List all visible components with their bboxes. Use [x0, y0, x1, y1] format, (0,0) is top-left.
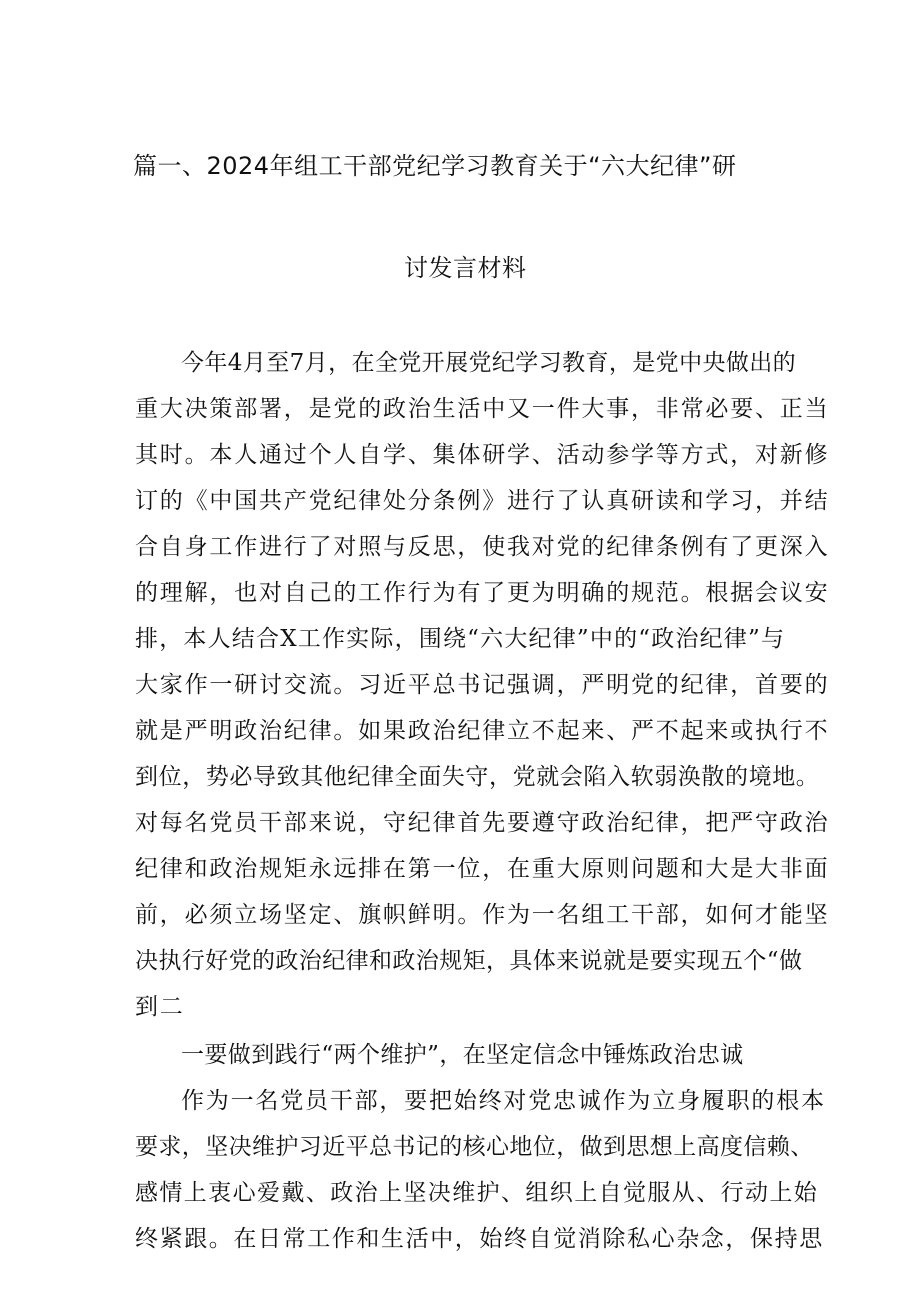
paragraph-line: 感情上衷心爱戴、政治上坚决维护、组织上自觉服从、行动上始	[135, 1180, 819, 1206]
paragraph-line: 合自身工作进行了对照与反思，使我对党的纪律条例有了更深入	[135, 534, 830, 560]
section-heading: 一要做到践行“两个维护”，在坚定信念中锤炼政治忠诚	[181, 1042, 744, 1068]
paragraph-line: 作为一名党员干部，要把始终对党忠诚作为立身履职的根本	[181, 1088, 826, 1114]
paragraph-line: 对每名党员干部来说，守纪律首先要遵守政治纪律，把严守政治	[135, 810, 830, 836]
paragraph-line: 其时。本人通过个人自学、集体研学、活动参学等方式，对新修	[135, 442, 830, 468]
paragraph-line: 纪律和政治规矩永远排在第一位，在重大原则问题和大是大非面	[135, 856, 830, 882]
paragraph-line: 重大决策部署，是党的政治生活中又一件大事，非常必要、正当	[135, 396, 830, 422]
document-title-line-2: 讨发言材料	[404, 254, 527, 282]
paragraph-line: 的理解，也对自己的工作行为有了更为明确的规范。根据会议安	[135, 580, 830, 606]
paragraph-line: 要求，坚决维护习近平总书记的核心地位，做到思想上高度信赖、	[135, 1134, 814, 1160]
paragraph-line: 排，本人结合X工作实际，围绕“六大纪律”中的“政治纪律”与	[135, 626, 786, 652]
document-title-line-1: 篇一、2024年组工干部党纪学习教育关于“六大纪律”研	[133, 152, 737, 180]
paragraph-line: 大家作一研讨交流。习近平总书记强调，严明党的纪律，首要的	[135, 672, 830, 698]
paragraph-line: 终紧跟。在日常工作和生活中，始终自觉消除私心杂念，保持思	[135, 1226, 824, 1252]
paragraph-line: 订的《中国共产党纪律处分条例》进行了认真研读和学习，并结	[135, 488, 830, 514]
paragraph-line: 就是严明政治纪律。如果政治纪律立不起来、严不起来或执行不	[135, 718, 830, 744]
paragraph-line: 今年4月至7月，在全党开展党纪学习教育，是党中央做出的	[181, 350, 797, 376]
paragraph-line: 到位，势必导致其他纪律全面失守，党就会陷入软弱涣散的境地。	[135, 764, 820, 790]
paragraph-line: 到二	[135, 994, 185, 1020]
paragraph-line: 前，必须立场坚定、旗帜鲜明。作为一名组工干部，如何才能坚	[135, 902, 830, 928]
paragraph-line: 决执行好党的政治纪律和政治规矩，具体来说就是要实现五个“做	[135, 948, 803, 974]
